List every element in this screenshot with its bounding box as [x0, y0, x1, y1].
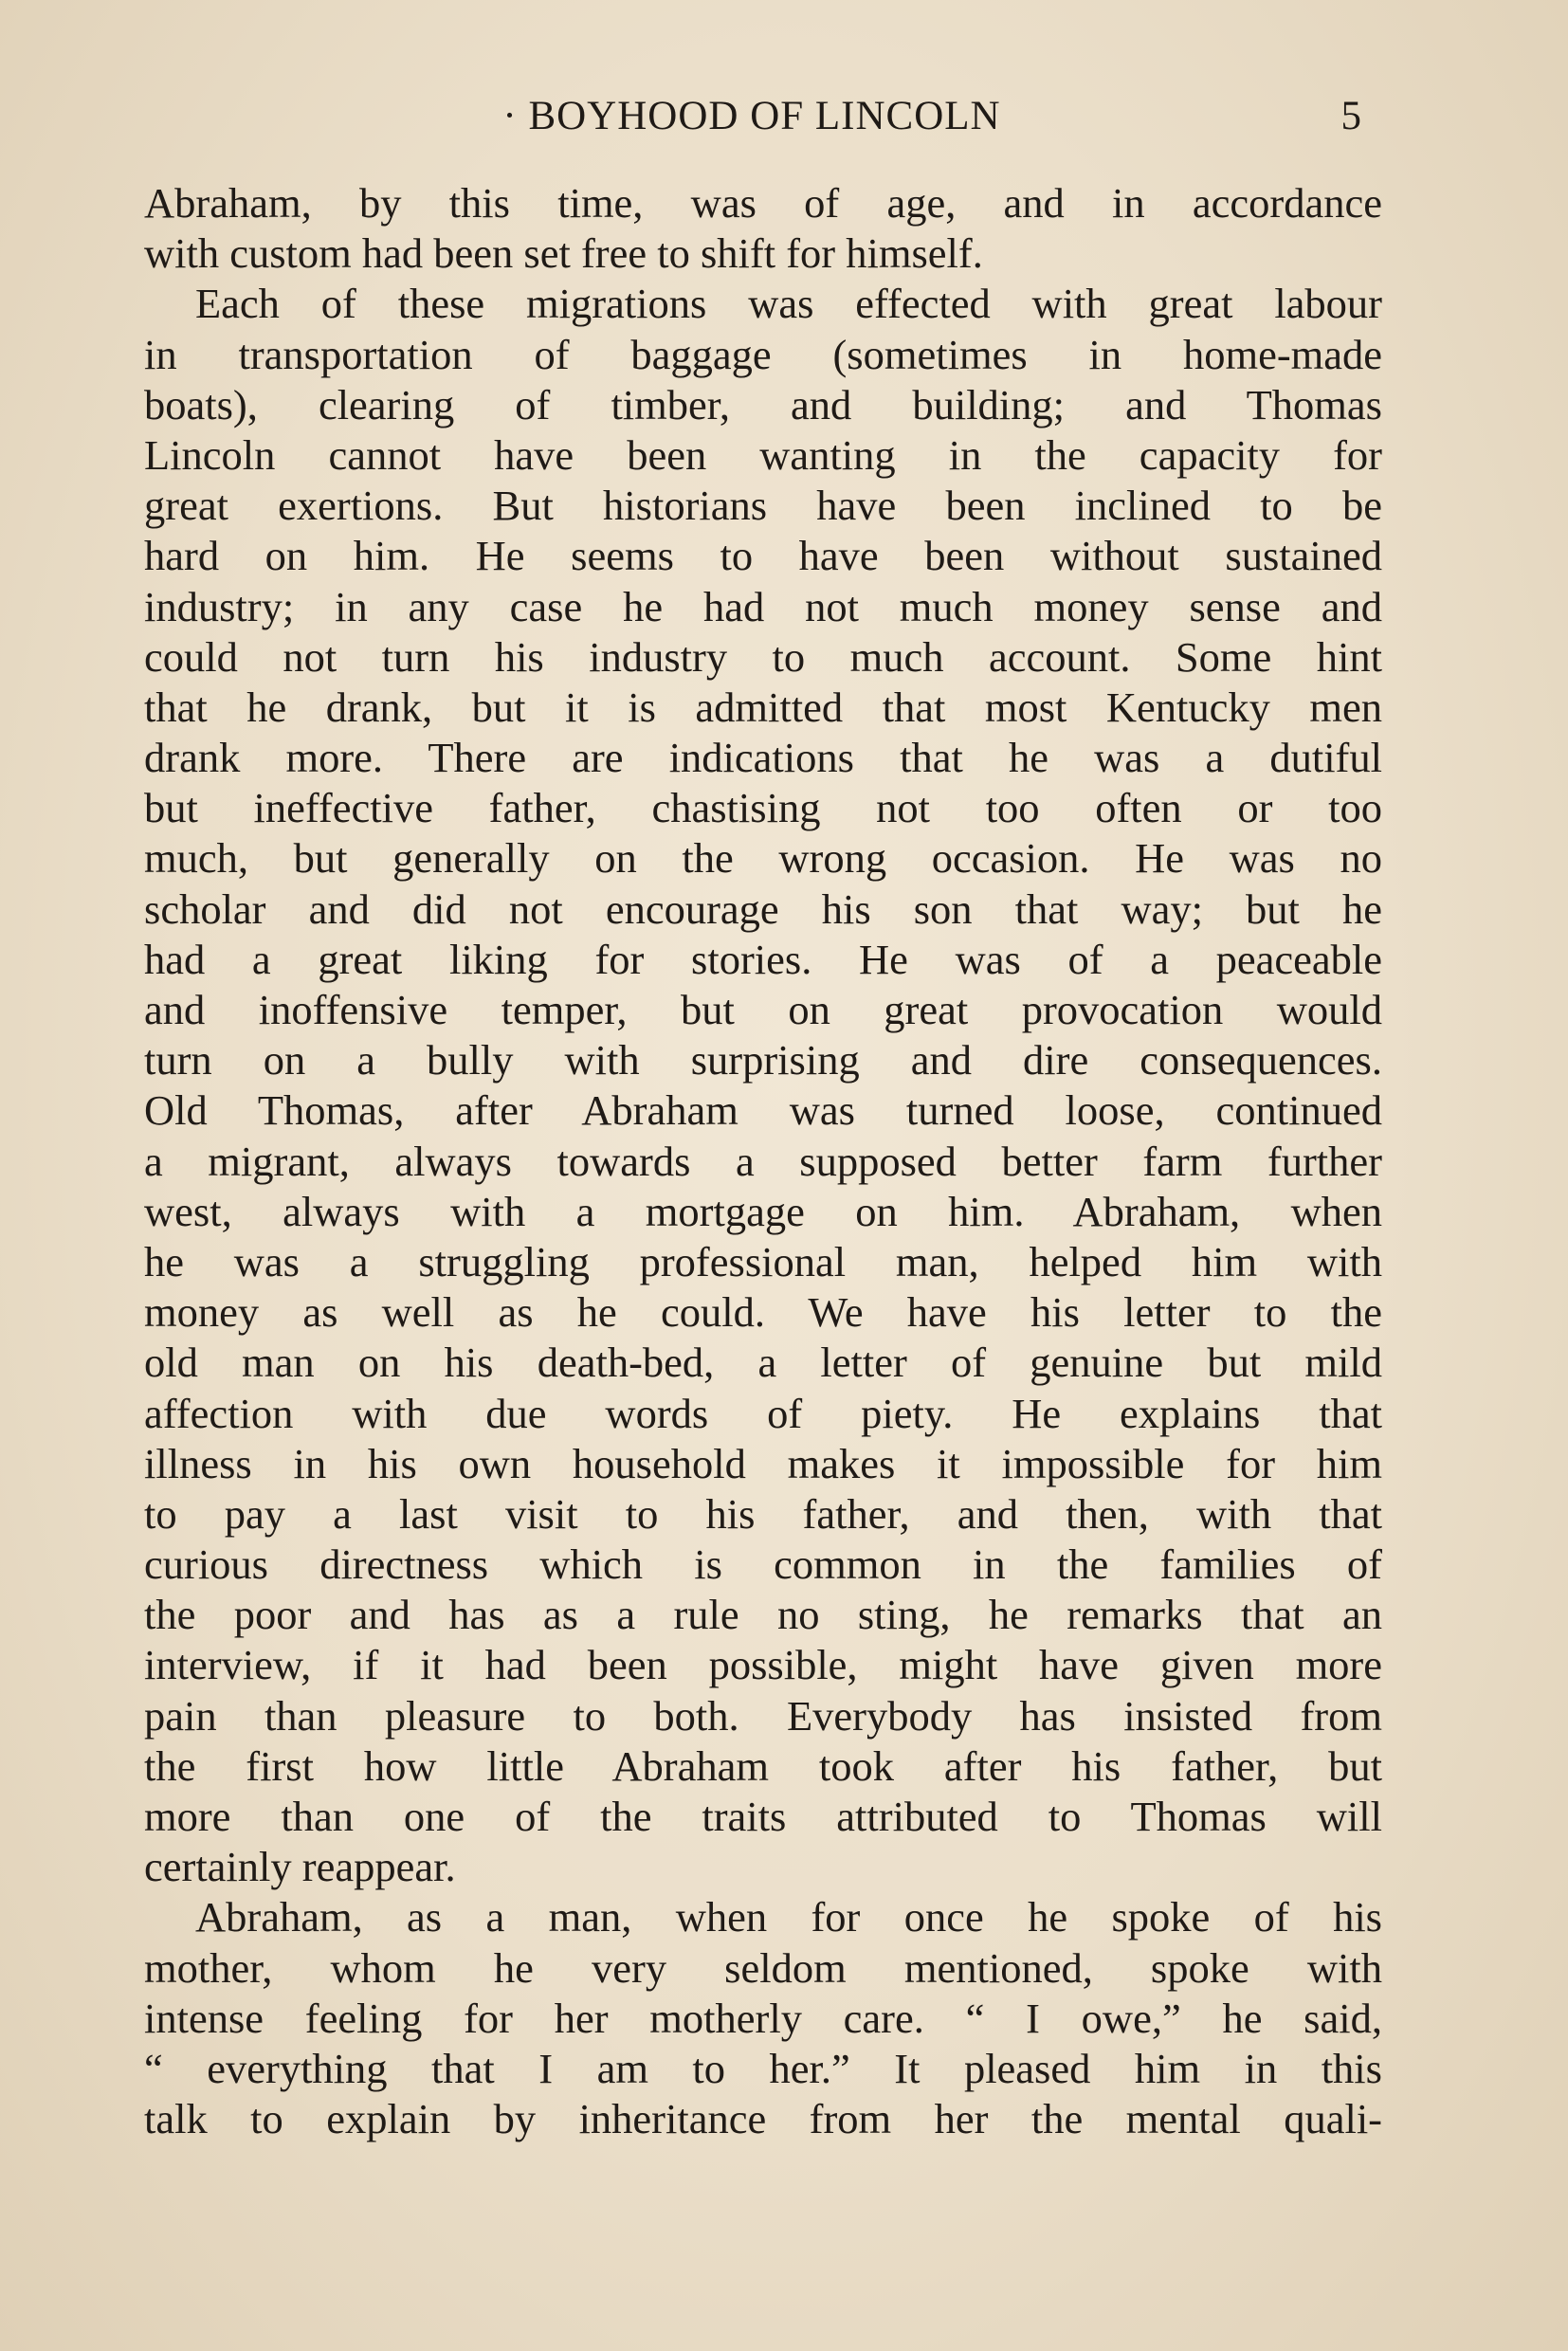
- text-line: with custom had been set free to shift for himself.: [144, 229, 983, 278]
- text-line: but ineffective father, chastising not too often or too: [144, 784, 1382, 832]
- text-line: Old Thomas, after Abraham was turned loose, continued: [144, 1086, 1382, 1135]
- text-line: to pay a last visit to his father, and then, with that: [144, 1489, 1382, 1538]
- text-line: drank more. There are indications that he was a dutiful: [144, 734, 1382, 782]
- text-line: illness in his own household makes it impossible for him: [144, 1439, 1382, 1487]
- body-text: [144, 178, 1382, 2144]
- text-line: affection with due words of piety. He explains that: [144, 1389, 1382, 1437]
- text-line: the poor and has as a rule no sting, he remarks that an: [144, 1591, 1382, 1639]
- text-line: could not turn his industry to much account. Some hint: [144, 632, 1382, 681]
- text-line: much, but generally on the wrong occasion. He was no: [144, 834, 1382, 883]
- running-title: · BOYHOOD OF LINCOLN: [502, 94, 1001, 138]
- text-line: old man on his death-bed, a letter of genuine but mild: [144, 1339, 1382, 1387]
- text-line: a migrant, always towards a supposed better farm further: [144, 1137, 1382, 1185]
- text-line: Abraham, as a man, when for once he spoke of his: [195, 1893, 1382, 1941]
- text-line: “ everything that I am to her.” It pleased him in this: [144, 2044, 1382, 2092]
- page-number: 5: [1340, 94, 1361, 138]
- text-line: Lincoln cannot have been wanting in the capacity for: [144, 430, 1382, 479]
- text-line: the first how little Abraham took after his father, but: [144, 1741, 1382, 1790]
- text-line: scholar and did not encourage his son that way; but he: [144, 884, 1382, 933]
- text-line: in transportation of baggage (sometimes in home-made: [144, 330, 1382, 378]
- text-line: he was a struggling professional man, helped him with: [144, 1237, 1382, 1285]
- text-line: and inoffensive temper, but on great provocation would: [144, 986, 1382, 1033]
- text-line: intense feeling for her motherly care. “ I owe,” he said,: [144, 1994, 1382, 2042]
- text-line: Each of these migrations was effected with great labour: [195, 280, 1382, 328]
- text-line: turn on a bully with surprising and dire consequences.: [144, 1036, 1382, 1084]
- running-head: [142, 93, 1361, 150]
- text-line: hard on him. He seems to have been without sustained: [144, 532, 1382, 580]
- text-line: more than one of the traits attributed to Thomas will: [144, 1793, 1382, 1840]
- text-line: west, always with a mortgage on him. Abraham, when: [144, 1187, 1382, 1235]
- text-line: Abraham, by this time, was of age, and in accordance: [144, 179, 1382, 227]
- text-line: talk to explain by inheritance from her the mental quali-: [144, 2095, 1382, 2143]
- text-line: boats), clearing of timber, and building; and Thomas: [144, 380, 1382, 428]
- text-line: had a great liking for stories. He was of a peaceable: [144, 935, 1382, 983]
- text-line: that he drank, but it is admitted that most Kentucky men: [144, 683, 1382, 731]
- text-line: money as well as he could. We have his letter to the: [144, 1288, 1382, 1337]
- text-line: curious directness which is common in the families of: [144, 1540, 1382, 1589]
- text-line: pain than pleasure to both. Everybody has insisted from: [144, 1691, 1382, 1740]
- text-line: certainly reappear.: [144, 1843, 456, 1891]
- text-line: interview, if it had been possible, might have given more: [144, 1641, 1382, 1689]
- text-line: industry; in any case he had not much money sense and: [144, 582, 1382, 630]
- text-line: mother, whom he very seldom mentioned, spoke with: [144, 1943, 1382, 1992]
- text-line: great exertions. But historians have been inclined to be: [144, 482, 1382, 530]
